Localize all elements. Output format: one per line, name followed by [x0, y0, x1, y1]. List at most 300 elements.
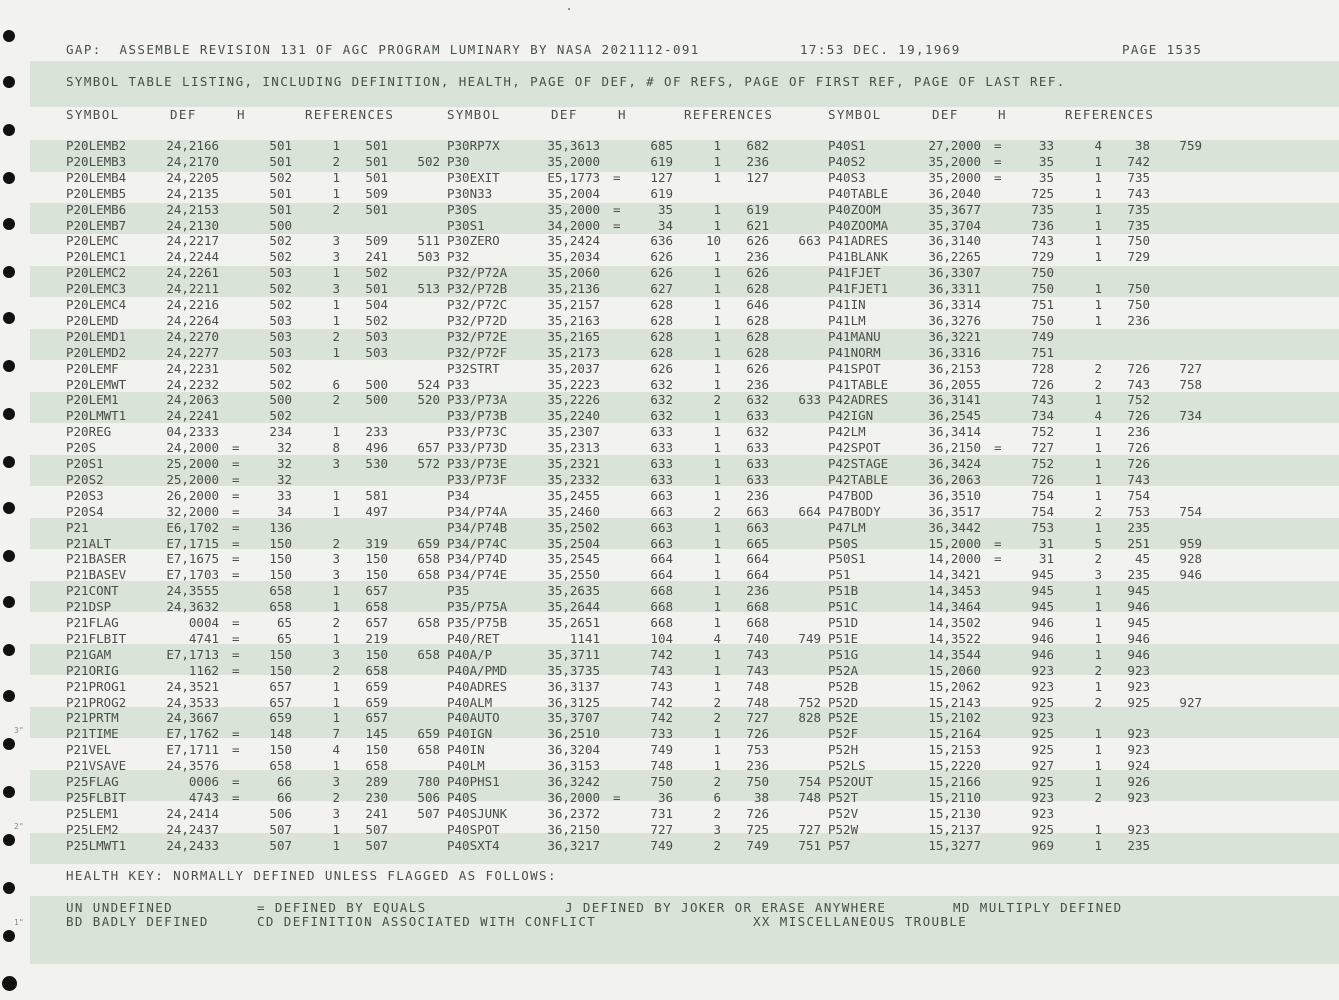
ref-count-cell: 1 — [332, 599, 340, 615]
def-cell: 35,2037 — [547, 360, 600, 376]
def-page-cell: 663 — [650, 503, 673, 519]
first-ref-cell: 748 — [746, 678, 769, 694]
symbol-cell: P42LM — [828, 424, 866, 440]
table-row — [828, 807, 1208, 821]
def-page-cell: 663 — [650, 519, 673, 535]
def-cell: 36,3424 — [928, 456, 981, 471]
table-row — [828, 743, 1208, 757]
first-ref-cell: 664 — [746, 551, 769, 567]
first-ref-cell: 924 — [1127, 758, 1150, 774]
table-row — [66, 203, 446, 217]
table-row — [66, 600, 446, 614]
symbol-cell: P25FLBIT — [66, 789, 127, 805]
symbol-cell: P40SXT4 — [447, 837, 500, 853]
def-page-cell: 628 — [650, 328, 673, 344]
def-cell: 24,2244 — [166, 249, 219, 265]
ref-count-cell: 4 — [1094, 138, 1102, 153]
def-cell: 36,3140 — [928, 233, 981, 249]
def-page-cell: 734 — [1031, 408, 1054, 424]
table-row — [447, 266, 827, 280]
table-row — [828, 600, 1208, 614]
symbol-cell: P33/P73A — [447, 392, 508, 408]
def-cell: 35,2545 — [547, 551, 600, 567]
first-ref-cell: 503 — [365, 328, 388, 344]
table-row — [447, 250, 827, 264]
symbol-cell: P20S4 — [66, 503, 104, 519]
first-ref-cell: 626 — [746, 233, 769, 249]
table-row — [828, 727, 1208, 741]
ref-count-cell: 1 — [1094, 440, 1102, 456]
symbol-cell: P40IN — [447, 742, 485, 758]
ref-count-cell: 3 — [1094, 567, 1102, 583]
def-cell: 24,2205 — [166, 169, 219, 185]
table-row — [66, 823, 446, 837]
def-page-cell: 506 — [269, 805, 292, 821]
last-ref-cell: 520 — [417, 392, 440, 408]
first-ref-cell: 632 — [746, 392, 769, 408]
def-page-cell: 923 — [1031, 678, 1054, 694]
table-row — [447, 457, 827, 471]
def-page-cell: 742 — [650, 646, 673, 662]
def-cell: 36,2000 — [547, 789, 600, 805]
health-key-item: J DEFINED BY JOKER OR ERASE ANYWHERE — [565, 900, 887, 915]
table-row — [828, 393, 1208, 407]
ref-count-cell: 3 — [332, 456, 340, 471]
first-ref-cell: 230 — [365, 789, 388, 805]
health-cell: = — [994, 169, 1002, 185]
first-ref-cell: 740 — [746, 630, 769, 646]
first-ref-cell: 735 — [1127, 217, 1150, 233]
header-def: DEF — [170, 107, 197, 122]
def-cell: 35,3677 — [928, 201, 981, 217]
first-ref-cell: 502 — [365, 265, 388, 281]
def-page-cell: 35 — [1038, 169, 1054, 185]
def-cell: 35,2157 — [547, 297, 600, 312]
first-ref-cell: 127 — [746, 169, 769, 185]
def-cell: 35,2173 — [547, 344, 600, 360]
table-row — [447, 409, 827, 423]
first-ref-cell: 946 — [1127, 630, 1150, 646]
def-page-cell: 733 — [650, 726, 673, 742]
def-cell: 35,2635 — [547, 583, 600, 599]
def-page-cell: 923 — [1031, 662, 1054, 678]
table-row — [828, 632, 1208, 646]
ref-count-cell: 1 — [332, 185, 340, 201]
ref-count-cell: 1 — [713, 471, 721, 487]
table-row — [828, 584, 1208, 598]
def-cell: 35,2000 — [928, 153, 981, 169]
def-page-cell: 501 — [269, 153, 292, 169]
feed-hole — [3, 930, 15, 942]
first-ref-cell: 735 — [1127, 169, 1150, 185]
table-row — [447, 823, 827, 837]
header-references: REFERENCES — [1065, 107, 1155, 122]
ref-count-cell: 1 — [713, 535, 721, 551]
first-ref-cell: 241 — [365, 805, 388, 821]
first-ref-cell: 668 — [746, 599, 769, 615]
table-row — [66, 552, 446, 566]
table-row — [66, 362, 446, 376]
ref-count-cell: 2 — [332, 201, 340, 217]
def-page-cell: 127 — [650, 169, 673, 185]
health-cell: = — [232, 662, 240, 678]
first-ref-cell: 945 — [1127, 615, 1150, 630]
ref-count-cell: 1 — [1094, 599, 1102, 615]
def-page-cell: 502 — [269, 408, 292, 424]
table-row — [828, 139, 1208, 153]
ref-count-cell: 1 — [332, 344, 340, 360]
table-row — [447, 696, 827, 710]
first-ref-cell: 743 — [1127, 376, 1150, 392]
def-cell: 35,2034 — [547, 249, 600, 265]
first-ref-cell: 500 — [365, 392, 388, 408]
first-ref-cell: 752 — [1127, 392, 1150, 408]
def-cell: 24,3521 — [166, 678, 219, 694]
first-ref-cell: 668 — [746, 615, 769, 630]
first-ref-cell: 743 — [1127, 471, 1150, 487]
last-ref-cell: 503 — [417, 249, 440, 265]
symbol-cell: P40SJUNK — [447, 805, 508, 821]
def-cell: 35,3735 — [547, 662, 600, 678]
symbol-cell: P42TABLE — [828, 471, 889, 487]
ruler-mark: 1" — [14, 918, 24, 927]
symbol-cell: P42ADRES — [828, 392, 889, 408]
symbol-cell: P20LEMF — [66, 360, 119, 376]
def-page-cell: 503 — [269, 328, 292, 344]
symbol-cell: P52W — [828, 821, 859, 837]
first-ref-cell: 501 — [365, 201, 388, 217]
table-row — [447, 314, 827, 328]
ref-count-cell: 3 — [332, 646, 340, 662]
first-ref-cell: 501 — [365, 153, 388, 169]
ref-count-cell: 1 — [332, 758, 340, 774]
first-ref-cell: 500 — [365, 376, 388, 392]
table-row — [66, 839, 446, 853]
first-ref-cell: 682 — [746, 138, 769, 153]
def-cell: 15,2130 — [928, 805, 981, 821]
ref-count-cell: 3 — [332, 281, 340, 297]
symbol-cell: P21FLBIT — [66, 630, 127, 646]
feed-hole — [3, 408, 15, 420]
table-row — [828, 250, 1208, 264]
table-row — [828, 680, 1208, 694]
symbol-cell: P42SPOT — [828, 440, 881, 456]
symbol-cell: P40IGN — [447, 726, 493, 742]
def-page-cell: 65 — [276, 615, 292, 630]
def-page-cell: 32 — [276, 440, 292, 456]
def-page-cell: 925 — [1031, 821, 1054, 837]
symbol-cell: P41FJET1 — [828, 281, 889, 297]
table-row — [447, 616, 827, 630]
table-row — [66, 441, 446, 455]
symbol-cell: P50S — [828, 535, 859, 551]
def-cell: 36,2265 — [928, 249, 981, 265]
first-ref-cell: 628 — [746, 281, 769, 297]
page-number: PAGE 1535 — [1122, 42, 1203, 57]
header-symbol: SYMBOL — [447, 107, 501, 122]
table-row — [66, 727, 446, 741]
health-cell: = — [232, 615, 240, 630]
header-symbol: SYMBOL — [828, 107, 882, 122]
first-ref-cell: 236 — [746, 153, 769, 169]
table-row — [828, 537, 1208, 551]
symbol-cell: P34/P74D — [447, 551, 508, 567]
symbol-cell: P40S2 — [828, 153, 866, 169]
health-cell: = — [232, 456, 240, 471]
first-ref-cell: 664 — [746, 567, 769, 583]
health-key-item: UN UNDEFINED — [66, 900, 174, 915]
def-page-cell: 627 — [650, 281, 673, 297]
ref-count-cell: 2 — [332, 789, 340, 805]
first-ref-cell: 628 — [746, 328, 769, 344]
def-cell: 24,3533 — [166, 694, 219, 710]
def-cell: 15,2153 — [928, 742, 981, 758]
table-row — [66, 282, 446, 296]
symbol-cell: P30 — [447, 153, 470, 169]
table-row — [447, 552, 827, 566]
health-cell: = — [232, 646, 240, 662]
table-row — [447, 171, 827, 185]
first-ref-cell: 632 — [746, 424, 769, 440]
header-health: H — [618, 107, 627, 122]
symbol-cell: P41BLANK — [828, 249, 889, 265]
def-cell: 24,3632 — [166, 599, 219, 615]
speck — [568, 8, 570, 10]
def-page-cell: 502 — [269, 297, 292, 312]
last-ref-cell: 928 — [1179, 551, 1202, 567]
feed-hole — [3, 690, 15, 702]
first-ref-cell: 923 — [1127, 789, 1150, 805]
table-row — [66, 807, 446, 821]
ref-count-cell: 1 — [1094, 312, 1102, 328]
first-ref-cell: 628 — [746, 312, 769, 328]
def-cell: 35,2460 — [547, 503, 600, 519]
def-cell: 15,2062 — [928, 678, 981, 694]
def-cell: 24,2277 — [166, 344, 219, 360]
symbol-cell: P21ALT — [66, 535, 112, 551]
symbol-cell: P21FLAG — [66, 615, 119, 630]
ref-count-cell: 2 — [713, 805, 721, 821]
table-row — [447, 330, 827, 344]
def-page-cell: 633 — [650, 424, 673, 440]
ref-count-cell: 2 — [1094, 360, 1102, 376]
def-page-cell: 148 — [269, 726, 292, 742]
first-ref-cell: 501 — [365, 169, 388, 185]
first-ref-cell: 923 — [1127, 662, 1150, 678]
symbol-cell: P20S1 — [66, 456, 104, 471]
symbol-cell: P42STAGE — [828, 456, 889, 471]
def-cell: 24,2211 — [166, 281, 219, 297]
table-subtitle: SYMBOL TABLE LISTING, INCLUDING DEFINITION, HEALTH, PAGE OF DEF, # OF REFS, PAGE OF FIRST REF, PAGE OF LAST REF. — [66, 74, 1066, 89]
table-row — [828, 266, 1208, 280]
last-ref-cell: 749 — [798, 630, 821, 646]
def-cell: 35,2000 — [928, 169, 981, 185]
table-row — [828, 457, 1208, 471]
def-cell: 35,2502 — [547, 519, 600, 535]
ref-count-cell: 1 — [713, 344, 721, 360]
last-ref-cell: 727 — [798, 821, 821, 837]
def-cell: 15,2137 — [928, 821, 981, 837]
first-ref-cell: 530 — [365, 456, 388, 471]
symbol-cell: P20LEM1 — [66, 392, 119, 408]
def-cell: 15,2164 — [928, 726, 981, 742]
def-page-cell: 742 — [650, 694, 673, 710]
first-ref-cell: 946 — [1127, 646, 1150, 662]
ref-count-cell: 1 — [332, 821, 340, 837]
first-ref-cell: 145 — [365, 726, 388, 742]
feed-hole — [3, 76, 15, 88]
def-cell: 36,3221 — [928, 328, 981, 344]
header-references: REFERENCES — [305, 107, 395, 122]
def-page-cell: 626 — [650, 265, 673, 281]
ref-count-cell: 1 — [713, 201, 721, 217]
ref-count-cell: 1 — [713, 249, 721, 265]
symbol-cell: P40TABLE — [828, 185, 889, 201]
def-cell: 36,3125 — [547, 694, 600, 710]
ref-count-cell: 1 — [713, 153, 721, 169]
symbol-cell: P51B — [828, 583, 859, 599]
ref-count-cell: 1 — [713, 615, 721, 630]
ref-count-cell: 1 — [1094, 837, 1102, 853]
health-cell: = — [613, 169, 621, 185]
def-page-cell: 633 — [650, 471, 673, 487]
health-cell: = — [994, 440, 1002, 456]
table-row — [447, 155, 827, 169]
table-row — [447, 584, 827, 598]
def-cell: 14,2000 — [928, 551, 981, 567]
table-row — [66, 393, 446, 407]
symbol-cell: P41ADRES — [828, 233, 889, 249]
symbol-cell: P21VSAVE — [66, 758, 127, 774]
symbol-cell: P21PROG2 — [66, 694, 127, 710]
def-page-cell: 503 — [269, 312, 292, 328]
ref-count-cell: 1 — [713, 678, 721, 694]
def-cell: 34,2000 — [547, 217, 600, 233]
first-ref-cell: 619 — [746, 201, 769, 217]
def-page-cell: 945 — [1031, 583, 1054, 599]
ref-count-cell: 1 — [1094, 471, 1102, 487]
def-cell: 24,2261 — [166, 265, 219, 281]
health-cell: = — [232, 774, 240, 789]
def-cell: 35,3613 — [547, 138, 600, 153]
ref-count-cell: 1 — [332, 487, 340, 503]
first-ref-cell: 241 — [365, 249, 388, 265]
health-cell: = — [613, 201, 621, 217]
def-cell: 35,2307 — [547, 424, 600, 440]
table-row — [447, 489, 827, 503]
first-ref-cell: 726 — [746, 726, 769, 742]
def-page-cell: 626 — [650, 249, 673, 265]
def-cell: 4741 — [188, 630, 219, 646]
symbol-cell: P57 — [828, 837, 851, 853]
def-page-cell: 626 — [650, 360, 673, 376]
table-row — [447, 473, 827, 487]
def-page-cell: 726 — [1031, 376, 1054, 392]
table-row — [66, 521, 446, 535]
first-ref-cell: 657 — [365, 710, 388, 726]
def-page-cell: 31 — [1038, 535, 1054, 551]
def-cell: 35,2651 — [547, 615, 600, 630]
table-row — [447, 600, 827, 614]
def-cell: 36,3510 — [928, 487, 981, 503]
ref-count-cell: 1 — [713, 265, 721, 281]
symbol-cell: P52F — [828, 726, 859, 742]
symbol-cell: P51G — [828, 646, 859, 662]
first-ref-cell: 507 — [365, 821, 388, 837]
symbol-cell: P52B — [828, 678, 859, 694]
def-cell: 36,3137 — [547, 678, 600, 694]
def-cell: 24,2232 — [166, 376, 219, 392]
symbol-cell: P20LEMB6 — [66, 201, 127, 217]
table-row — [828, 521, 1208, 535]
def-page-cell: 628 — [650, 344, 673, 360]
table-row — [66, 219, 446, 233]
ref-count-cell: 3 — [332, 233, 340, 249]
symbol-cell: P52V — [828, 805, 859, 821]
first-ref-cell: 621 — [746, 217, 769, 233]
def-page-cell: 35 — [657, 201, 673, 217]
def-cell: 4743 — [188, 789, 219, 805]
ref-count-cell: 5 — [1094, 535, 1102, 551]
ref-count-cell: 1 — [332, 169, 340, 185]
ref-count-cell: 1 — [1094, 201, 1102, 217]
feed-hole — [3, 644, 15, 656]
symbol-cell: P20LEMB5 — [66, 185, 127, 201]
last-ref-cell: 959 — [1179, 535, 1202, 551]
table-row — [66, 473, 446, 487]
def-cell: 35,3707 — [547, 710, 600, 726]
def-page-cell: 150 — [269, 567, 292, 583]
feed-hole — [3, 124, 15, 136]
health-key-item: MD MULTIPLY DEFINED — [953, 900, 1123, 915]
def-page-cell: 500 — [269, 392, 292, 408]
first-ref-cell: 236 — [746, 376, 769, 392]
table-row — [828, 441, 1208, 455]
ref-count-cell: 2 — [713, 774, 721, 789]
ref-count-cell: 1 — [1094, 646, 1102, 662]
def-page-cell: 752 — [1031, 456, 1054, 471]
table-row — [447, 632, 827, 646]
table-row — [828, 823, 1208, 837]
ref-count-cell: 1 — [713, 742, 721, 758]
table-row — [828, 187, 1208, 201]
table-row — [66, 632, 446, 646]
header-title: GAP: ASSEMBLE REVISION 131 OF AGC PROGRAM LUMINARY BY NASA 2021112-091 — [66, 42, 700, 57]
symbol-cell: P32/P72D — [447, 312, 508, 328]
first-ref-cell: 743 — [746, 646, 769, 662]
symbol-cell: P30EXIT — [447, 169, 500, 185]
def-page-cell: 663 — [650, 487, 673, 503]
def-cell: 25,2000 — [166, 456, 219, 471]
symbol-cell: P21DSP — [66, 599, 112, 615]
symbol-cell: P30N33 — [447, 185, 493, 201]
def-page-cell: 736 — [1031, 217, 1054, 233]
ref-count-cell: 1 — [332, 694, 340, 710]
first-ref-cell: 926 — [1127, 774, 1150, 789]
symbol-cell: P20LEMC3 — [66, 281, 127, 297]
symbol-cell: P51C — [828, 599, 859, 615]
first-ref-cell: 659 — [365, 678, 388, 694]
first-ref-cell: 646 — [746, 297, 769, 312]
last-ref-cell: 658 — [417, 567, 440, 583]
table-row — [828, 839, 1208, 853]
first-ref-cell: 923 — [1127, 726, 1150, 742]
last-ref-cell: 754 — [798, 774, 821, 789]
ref-count-cell: 1 — [332, 678, 340, 694]
first-ref-cell: 923 — [1127, 678, 1150, 694]
def-page-cell: 628 — [650, 312, 673, 328]
health-cell: = — [994, 535, 1002, 551]
